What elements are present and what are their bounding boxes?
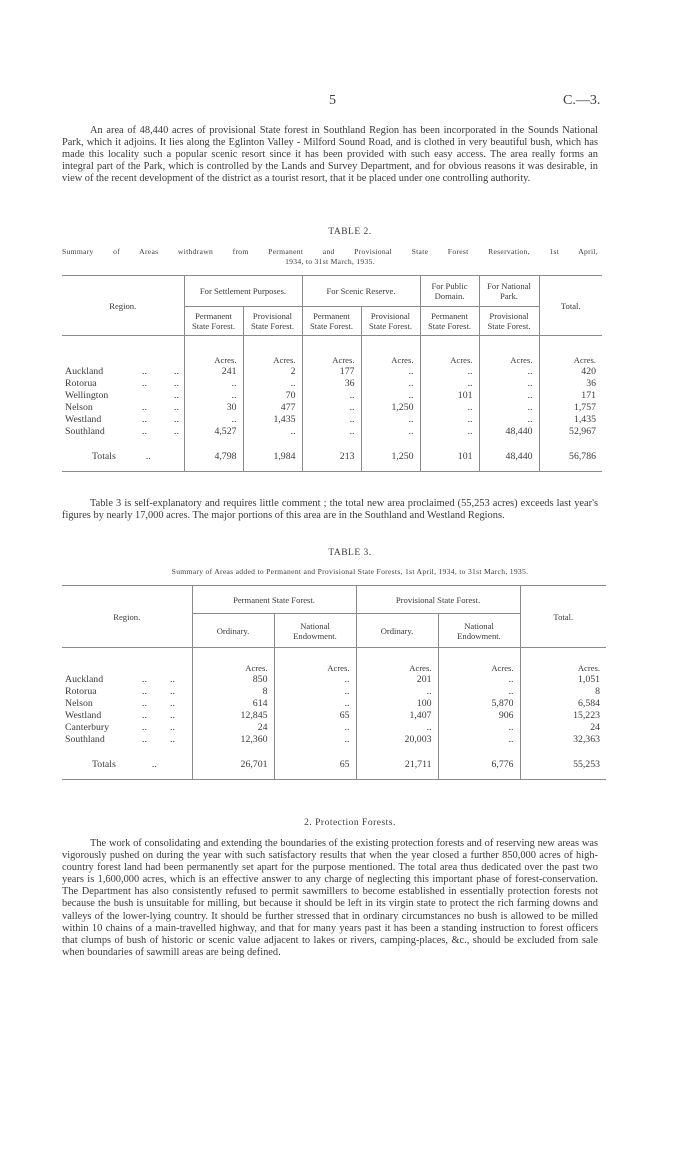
table3-region-name: Westland [65, 710, 102, 721]
table3-leader-dots: .. [142, 722, 147, 733]
table2-cell: 48,440 [479, 426, 539, 438]
table2-unit: Acres. [302, 354, 361, 366]
table3-cell: 24 [192, 722, 274, 734]
table2-cell: 1,757 [539, 402, 602, 414]
table2-unit: Acres. [184, 354, 243, 366]
table2-total-cell: 1,984 [243, 450, 302, 464]
table3-cell: .. [438, 734, 520, 746]
table2-cell: 477 [243, 402, 302, 414]
intro-paragraph-text: An area of 48,440 acres of provisional State forest in Southland Region has been incorporated in the Sounds National Park, which it adjoins. It lies along the Eglinton Valley - Milford Sound Road, and is clothed in very beautiful bush, which has made this locality such a popular scenic resort since it has been provided with such easy access. The area really forms an integral part of the Park, which is controlled by the Lands and Survey Department, and for obvious reasons it was desirable, in view of the recent development of the district as a tourist resort, that it be placed under one controlling authority. [62, 125, 598, 185]
table2-region-name: Southland [65, 426, 105, 437]
table2-cell: .. [302, 426, 361, 438]
table3-row: Canterbury .. .. 24 .. .. .. 24 [62, 722, 606, 734]
table2-leader-dots: .. [142, 402, 147, 413]
table3-cell: .. [356, 722, 438, 734]
table3-row: Southland .. .. 12,360 .. 20,003 .. 32,363 [62, 734, 606, 746]
table2-region-name: Westland [65, 414, 102, 425]
table3-cell: 100 [356, 698, 438, 710]
table2-cell: .. [420, 366, 479, 378]
table3-subhead: Ordinary. [356, 614, 438, 648]
table2-cell: 1,435 [539, 414, 602, 426]
table2-group-scenic: For Scenic Reserve. [302, 276, 420, 307]
table3-region-name: Rotorua [65, 686, 97, 697]
table2-cell: .. [420, 378, 479, 390]
table3-intro-paragraph [62, 498, 598, 522]
table3-row: Westland .. .. 12,845 65 1,407 906 15,223 [62, 710, 606, 722]
page-number: 5 [329, 93, 336, 108]
table2-row: Westland .. .. .. 1,435 .. .. .. .. 1,435 [62, 414, 602, 426]
table2-cell: 241 [184, 366, 243, 378]
table2-cell: .. [302, 390, 361, 402]
table3-cell: .. [438, 674, 520, 686]
table2-caption: TABLE 2. [328, 227, 372, 237]
table2-cell: .. [302, 414, 361, 426]
table3-region-header: Region. [113, 611, 141, 622]
table2-total-cell: 4,798 [184, 450, 243, 464]
table2-unit: Acres. [361, 354, 420, 366]
table3-leader-dots: .. [142, 698, 147, 709]
table2-region-name: Auckland [65, 366, 104, 377]
table2-unit: Acres. [479, 354, 539, 366]
table2-group-settlement: For Settlement Purposes. [184, 276, 302, 307]
table3-leader-dots: .. [142, 710, 147, 721]
table2-cell: .. [420, 414, 479, 426]
table2-region-name: Wellington [65, 390, 109, 401]
table2-cell: .. [243, 426, 302, 438]
table2-title-line2: 1934, to 31st March, 1935. [285, 257, 375, 266]
table2-cell: .. [184, 414, 243, 426]
table3-row: Auckland .. .. 850 .. 201 .. 1,051 [62, 674, 606, 686]
table2-group-domain: For Public Domain. [420, 276, 479, 307]
table2-cell: 420 [539, 366, 602, 378]
table2-subhead: Provisional State Forest. [243, 307, 302, 336]
table3-cell: 8 [520, 686, 606, 698]
intro-paragraph [62, 125, 598, 185]
table2-row: Southland .. .. 4,527 .. .. .. .. 48,440 52,967 [62, 426, 602, 438]
table2-group-national-park: For National Park. [479, 276, 539, 307]
table2-unit: Acres. [243, 354, 302, 366]
table2-cell: .. [184, 378, 243, 390]
table2-region-name: Nelson [65, 402, 93, 413]
table3-cell: 5,870 [438, 698, 520, 710]
table2-title-line1: Summary of Areas withdrawn from Permanent and Provisional State Forest Reservation, 1st April, [62, 247, 598, 256]
table2-row: Auckland .. .. 241 2 177 .. .. .. 420 [62, 366, 602, 378]
table2-cell: 1,435 [243, 414, 302, 426]
table2-subhead: Permanent State Forest. [184, 307, 243, 336]
table3-cell: 12,360 [192, 734, 274, 746]
table3-cell: .. [274, 674, 356, 686]
table2-leader-dots: .. [142, 378, 147, 389]
table2-units-row [62, 354, 602, 366]
table2-cell: .. [243, 378, 302, 390]
table2-cell: .. [479, 414, 539, 426]
table2-cell: 30 [184, 402, 243, 414]
table2-totals-label: Totals [92, 451, 116, 462]
table2-total-cell: 101 [420, 450, 479, 464]
table3-cell: .. [274, 686, 356, 698]
table3-total-cell: 55,253 [520, 758, 606, 772]
table3-leader-dots: .. [142, 686, 147, 697]
table3-cell: 906 [438, 710, 520, 722]
table3-title: Summary of Areas added to Permanent and Provisional State Forests, 1st April, 1934, to 31st March, 1935. [171, 567, 529, 576]
table2-cell: 1,250 [361, 402, 420, 414]
table3-region-name: Auckland [65, 674, 104, 685]
table2-total-cell: 56,786 [539, 450, 602, 464]
table2-cell: .. [479, 402, 539, 414]
table3-row: Rotorua .. .. 8 .. .. .. 8 [62, 686, 606, 698]
table2-cell: .. [479, 378, 539, 390]
table3-intro-text: Table 3 is self-explanatory and requires little comment ; the total new area proclaimed (55,253 acres) exceeds last year's figures by nearly 17,000 acres. The major portions of this area are in the Southland and Westland Regions. [62, 498, 598, 522]
table3-cell: 1,051 [520, 674, 606, 686]
table3-region-name: Canterbury [65, 722, 110, 733]
table3-cell: 614 [192, 698, 274, 710]
table3-unit: Acres. [274, 662, 356, 674]
table2-cell: .. [184, 390, 243, 402]
table3-totals-row: Totals .. 26,701 65 21,711 6,776 55,253 [62, 758, 606, 772]
table2-cell: 4,527 [184, 426, 243, 438]
table3-total-cell: 21,711 [356, 758, 438, 772]
table2-cell: .. [302, 402, 361, 414]
table3-group-provisional: Provisional State Forest. [356, 586, 520, 614]
table2-cell: 101 [420, 390, 479, 402]
table2-cell: 70 [243, 390, 302, 402]
table2-subhead: Provisional State Forest. [361, 307, 420, 336]
table3-region-name: Southland [65, 734, 105, 745]
table3-leader-dots: .. [142, 734, 147, 745]
table3-leader-dots: .. [142, 674, 147, 685]
table2-cell: .. [479, 366, 539, 378]
section-heading: 2. Protection Forests. [304, 818, 396, 828]
table3-units-row [62, 662, 606, 674]
table3-cell: .. [438, 722, 520, 734]
table3-total-cell: 65 [274, 758, 356, 772]
table2-cell: 36 [539, 378, 602, 390]
table2-cell: 171 [539, 390, 602, 402]
table2-row: Nelson .. .. 30 477 .. 1,250 .. .. 1,757 [62, 402, 602, 414]
table2-subhead: Permanent State Forest. [302, 307, 361, 336]
table3-unit: Acres. [192, 662, 274, 674]
table3-total-header: Total. [520, 586, 606, 648]
table2-unit: Acres. [539, 354, 602, 366]
table2-region-name: Rotorua [65, 378, 97, 389]
table3-cell: .. [274, 698, 356, 710]
table3-unit: Acres. [438, 662, 520, 674]
table3-unit: Acres. [356, 662, 438, 674]
table3-caption: TABLE 3. [328, 548, 372, 558]
table3-cell: .. [356, 686, 438, 698]
table3-total-cell: 6,776 [438, 758, 520, 772]
table3-subhead: National Endowment. [274, 614, 356, 648]
table2-cell: 52,967 [539, 426, 602, 438]
table2-leader-dots: .. [142, 426, 147, 437]
table2-total-cell: 48,440 [479, 450, 539, 464]
table3-subhead: National Endowment. [438, 614, 520, 648]
table3-cell: 24 [520, 722, 606, 734]
table2-leader-dots: .. [142, 366, 147, 377]
table2 [62, 275, 602, 472]
protection-forests-paragraph [62, 838, 598, 959]
document-reference: C.—3. [563, 93, 601, 108]
table3-region-name: Nelson [65, 698, 93, 709]
table3-cell: 12,845 [192, 710, 274, 722]
table3-cell: 201 [356, 674, 438, 686]
table3-subhead: Ordinary. [192, 614, 274, 648]
table2-cell: 36 [302, 378, 361, 390]
table2-subhead: Provisional State Forest. [479, 307, 539, 336]
table3-cell: 15,223 [520, 710, 606, 722]
table3-cell: 65 [274, 710, 356, 722]
table3-cell: 850 [192, 674, 274, 686]
table3-cell: .. [438, 686, 520, 698]
table3-row: Nelson .. .. 614 .. 100 5,870 6,584 [62, 698, 606, 710]
table2-row: Wellington .. .. 70 .. .. 101 .. 171 [62, 390, 602, 402]
table2-cell: .. [361, 378, 420, 390]
table2-region-header: Region. [109, 300, 137, 311]
table3-cell: 8 [192, 686, 274, 698]
table2-cell: .. [361, 426, 420, 438]
table3-cell: .. [274, 722, 356, 734]
table3-cell: 32,363 [520, 734, 606, 746]
table3-totals-label: Totals [92, 759, 116, 770]
table2-cell: .. [361, 414, 420, 426]
table3-cell: 6,584 [520, 698, 606, 710]
table2-cell: .. [361, 390, 420, 402]
table2-unit: Acres. [420, 354, 479, 366]
table3-group-permanent: Permanent State Forest. [192, 586, 356, 614]
table2-totals-row: Totals .. 4,798 1,984 213 1,250 101 48,440 56,786 [62, 450, 602, 464]
table2-cell: .. [420, 402, 479, 414]
table2-cell: .. [361, 366, 420, 378]
table2-leader-dots: .. [142, 414, 147, 425]
table3-cell: 1,407 [356, 710, 438, 722]
table2-total-cell: 213 [302, 450, 361, 464]
protection-forests-text: The work of consolidating and extending the boundaries of the existing protection forests and of reserving new areas was vigorously pushed on during the year with such satisfactory results that when the year closed a further 850,000 acres of high-country forest land had been permanently set apart for the purpose mentioned. The total area thus dedicated over the past two years is 1,600,000 acres, which is an effective answer to any charge of neglecting this important phase of forest-conservation. The Department has also consistently refused to permit sawmillers to become established in essentially protection forests not because the bush is unsuitable for milling, but because it should be left in its virgin state to protect the rich farming downs and valleys of the lower-lying country. It should be further stressed that in ordinary circumstances no bush is allowed to be milled within 10 chains of a main-travelled highway, and that for many years past it has been a standing instruction to forest officers that clumps of bush of historic or scenic value adjacent to lakes or rivers, camping-places, &c., should be excluded from sale when boundaries of sawmill areas are being defined. [62, 838, 598, 958]
table2-subhead: Permanent State Forest. [420, 307, 479, 336]
table2-total-header: Total. [539, 276, 602, 336]
table3-cell: .. [274, 734, 356, 746]
table2-title [62, 247, 598, 267]
table2-cell: .. [479, 390, 539, 402]
table3-cell: 20,003 [356, 734, 438, 746]
table2-cell: 2 [243, 366, 302, 378]
table2-total-cell: 1,250 [361, 450, 420, 464]
table3 [62, 585, 606, 780]
table3-total-cell: 26,701 [192, 758, 274, 772]
table2-cell: .. [420, 426, 479, 438]
table3-unit: Acres. [520, 662, 606, 674]
table2-row: Rotorua .. .. .. .. 36 .. .. .. 36 [62, 378, 602, 390]
table2-cell: 177 [302, 366, 361, 378]
